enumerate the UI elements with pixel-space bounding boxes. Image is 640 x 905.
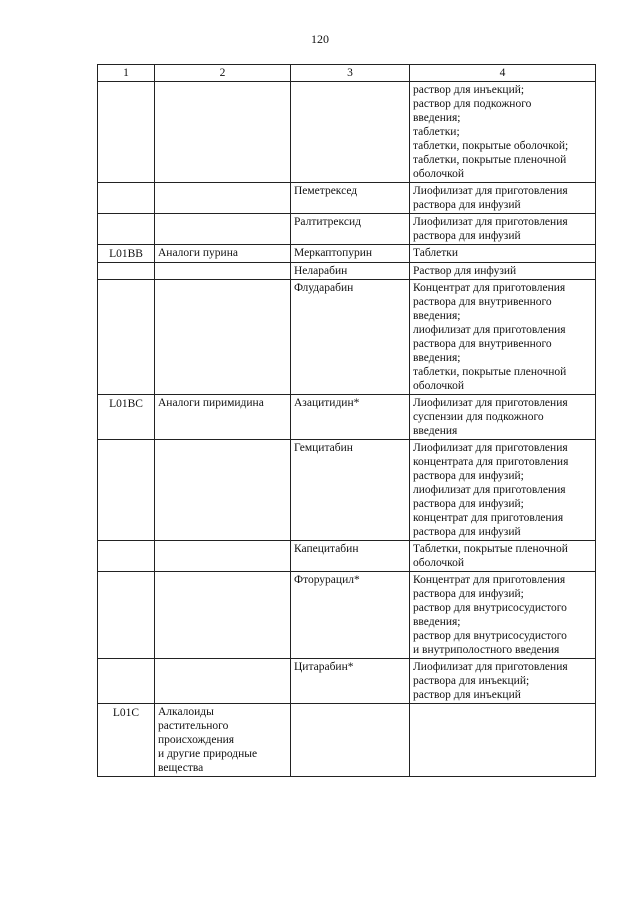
dosage-form-line: таблетки; <box>413 126 460 138</box>
column-header-drug: 3 <box>291 65 410 82</box>
cell-code: L01BC <box>98 395 155 440</box>
cell-dosage-forms <box>410 659 596 704</box>
cell-drug-name: Ралтитрексид <box>291 214 410 245</box>
cell-code <box>98 440 155 541</box>
cell-dosage-forms <box>410 214 596 245</box>
dosage-form-line: раствор для внутрисосудистого <box>413 630 567 642</box>
cell-group <box>155 263 291 280</box>
column-header-code: 1 <box>98 65 155 82</box>
dosage-form-line: введения; <box>413 310 461 322</box>
dosage-form-line: таблетки, покрытые пленочной <box>413 366 567 378</box>
table-row <box>98 263 596 280</box>
cell-code <box>98 572 155 659</box>
cell-drug-name: Цитарабин* <box>291 659 410 704</box>
dosage-form-line: раствора для инфузий <box>413 230 521 242</box>
dosage-form-line: Лиофилизат для приготовления <box>413 442 568 454</box>
dosage-form-line: введения; <box>413 616 461 628</box>
dosage-form-line: суспензии для подкожного <box>413 411 544 423</box>
dosage-form-line: оболочкой <box>413 557 465 569</box>
dosage-form-line: раствора для инфузий <box>413 526 521 538</box>
dosage-form-line: Раствор для инфузий <box>413 265 517 277</box>
dosage-form-line: Таблетки, покрытые пленочной <box>413 543 568 555</box>
table-row <box>98 659 596 704</box>
cell-code <box>98 183 155 214</box>
dosage-form-line: Лиофилизат для приготовления <box>413 661 568 673</box>
cell-dosage-forms <box>410 280 596 395</box>
dosage-form-line: раствор для инъекций; <box>413 84 525 96</box>
dosage-form-line: концентрат для приготовления <box>413 512 564 524</box>
dosage-form-line: Таблетки <box>413 247 459 259</box>
cell-drug-name: Фторурацил* <box>291 572 410 659</box>
group-line: происхождения <box>158 734 235 746</box>
dosage-form-line: введения <box>413 425 458 437</box>
dosage-form-line: оболочкой <box>413 380 465 392</box>
cell-dosage-forms <box>410 572 596 659</box>
cell-dosage-forms <box>410 263 596 280</box>
dosage-form-line: оболочкой <box>413 168 465 180</box>
dosage-form-line: раствора для инфузий; <box>413 588 524 600</box>
dosage-form-line: Лиофилизат для приготовления <box>413 185 568 197</box>
cell-drug-name <box>291 704 410 777</box>
cell-drug-name: Гемцитабин <box>291 440 410 541</box>
cell-dosage-forms <box>410 541 596 572</box>
cell-group <box>155 659 291 704</box>
cell-drug-name: Пеметрексед <box>291 183 410 214</box>
cell-code <box>98 280 155 395</box>
dosage-form-line: Лиофилизат для приготовления <box>413 397 568 409</box>
cell-group <box>155 280 291 395</box>
cell-group <box>155 214 291 245</box>
cell-drug-name <box>291 82 410 183</box>
dosage-form-line: Концентрат для приготовления <box>413 574 566 586</box>
table-row <box>98 395 596 440</box>
cell-drug-name: Флударабин <box>291 280 410 395</box>
cell-code <box>98 214 155 245</box>
column-header-group: 2 <box>155 65 291 82</box>
dosage-form-line: введения; <box>413 352 461 364</box>
table-row <box>98 280 596 395</box>
cell-drug-name: Капецитабин <box>291 541 410 572</box>
table-row <box>98 82 596 183</box>
cell-group <box>155 82 291 183</box>
cell-code <box>98 659 155 704</box>
group-line: вещества <box>158 762 204 774</box>
dosage-form-line: раствора для инфузий <box>413 199 521 211</box>
cell-code <box>98 82 155 183</box>
table-row <box>98 214 596 245</box>
cell-drug-name: Неларабин <box>291 263 410 280</box>
cell-dosage-forms <box>410 440 596 541</box>
dosage-form-line: раствора для внутривенного <box>413 296 552 308</box>
cell-group <box>155 704 291 777</box>
column-header-forms: 4 <box>410 65 596 82</box>
dosage-form-line: и внутриполостного введения <box>413 644 560 656</box>
dosage-form-line: раствора для внутривенного <box>413 338 552 350</box>
table-row <box>98 541 596 572</box>
cell-dosage-forms <box>410 704 596 777</box>
dosage-form-line: таблетки, покрытые оболочкой; <box>413 140 569 152</box>
dosage-form-line: Лиофилизат для приготовления <box>413 216 568 228</box>
drug-classification-table <box>97 64 596 777</box>
cell-drug-name: Азацитидин* <box>291 395 410 440</box>
dosage-form-line: концентрата для приготовления <box>413 456 569 468</box>
cell-group <box>155 183 291 214</box>
cell-code: L01BB <box>98 245 155 263</box>
dosage-form-line: лиофилизат для приготовления <box>413 324 566 336</box>
group-line: растительного <box>158 720 229 732</box>
cell-drug-name: Меркаптопурин <box>291 245 410 263</box>
table-row <box>98 183 596 214</box>
table-row <box>98 245 596 263</box>
dosage-form-line: раствора для инфузий; <box>413 470 524 482</box>
dosage-form-line: введения; <box>413 112 461 124</box>
group-line: Алкалоиды <box>158 706 214 718</box>
dosage-form-line: раствор для инъекций <box>413 689 521 701</box>
cell-dosage-forms <box>410 82 596 183</box>
cell-group: Аналоги пиримидина <box>155 395 291 440</box>
dosage-form-line: раствор для внутрисосудистого <box>413 602 567 614</box>
dosage-form-line: раствора для инъекций; <box>413 675 530 687</box>
cell-group: Аналоги пурина <box>155 245 291 263</box>
dosage-form-line: лиофилизат для приготовления <box>413 484 566 496</box>
cell-group <box>155 572 291 659</box>
cell-code <box>98 541 155 572</box>
group-line: и другие природные <box>158 748 258 760</box>
cell-dosage-forms <box>410 395 596 440</box>
table-header-row <box>98 65 596 82</box>
page-number: 120 <box>311 32 329 46</box>
cell-code <box>98 263 155 280</box>
table-row <box>98 572 596 659</box>
table-row <box>98 704 596 777</box>
cell-code: L01C <box>98 704 155 777</box>
table-row <box>98 440 596 541</box>
dosage-form-line: Концентрат для приготовления <box>413 282 566 294</box>
cell-group <box>155 541 291 572</box>
dosage-form-line: таблетки, покрытые пленочной <box>413 154 567 166</box>
cell-dosage-forms <box>410 183 596 214</box>
cell-group <box>155 440 291 541</box>
dosage-form-line: раствор для подкожного <box>413 98 532 110</box>
dosage-form-line: раствора для инфузий; <box>413 498 524 510</box>
cell-dosage-forms <box>410 245 596 263</box>
